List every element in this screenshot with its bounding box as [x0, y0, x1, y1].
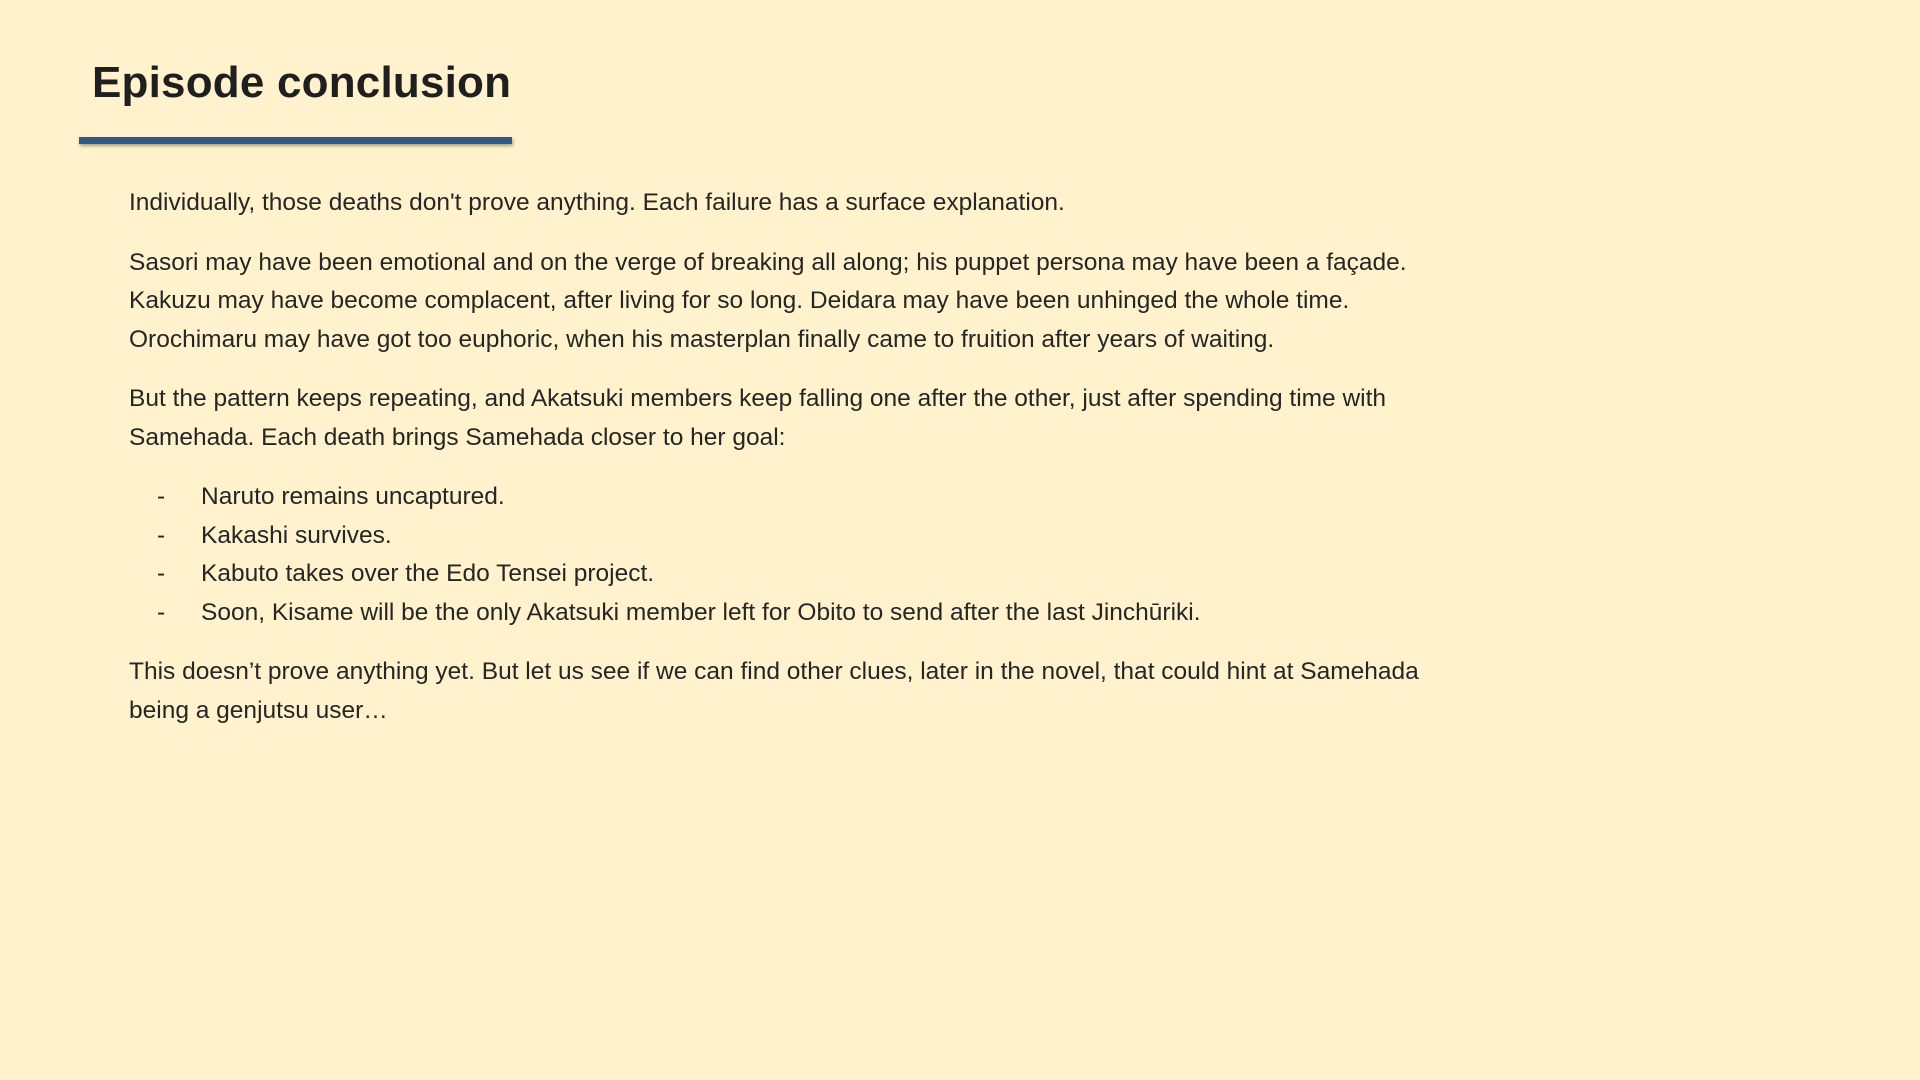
bullet-item [129, 555, 1529, 594]
slide-body [129, 184, 1529, 751]
bullet-dash: - [157, 521, 166, 549]
bullet-dash: - [157, 483, 166, 510]
bullet-dash: - [157, 598, 166, 626]
paragraph-line: Individually, those deaths don't prove anything. Each failure has a surface explanation. [129, 189, 1065, 216]
slide-title: Episode conclusion [92, 58, 512, 107]
bullet-item [129, 517, 1529, 556]
bullet-list [129, 478, 1529, 632]
bullet-text: Naruto remains uncaptured. [201, 483, 505, 510]
bullet-item [129, 594, 1529, 633]
paragraph-line: Orochimaru may have got too euphoric, when his masterplan finally came to fruition after years of waiting. [129, 325, 1275, 353]
paragraph-line: This doesn’t prove anything yet. But let us see if we can find other clues, later in the novel, that could hint at Samehada [129, 658, 1419, 685]
paragraph-intro [129, 184, 1529, 223]
bullet-text: Soon, Kisame will be the only Akatsuki member left for Obito to send after the last Jinchūriki. [201, 598, 1201, 626]
paragraph-explanations [129, 244, 1529, 360]
title-underline [79, 137, 512, 144]
paragraph-line: Sasori may have been emotional and on the verge of breaking all along; his puppet persona may have been a façade. [129, 248, 1407, 276]
bullet-dash: - [157, 560, 166, 587]
bullet-item [129, 478, 1529, 517]
paragraph-line: Kakuzu may have become complacent, after living for so long. Deidara may have been unhinged the whole time. [129, 287, 1350, 314]
paragraph-line: being a genjutsu user… [129, 696, 388, 724]
bullet-text: Kabuto takes over the Edo Tensei project. [201, 560, 655, 587]
paragraph-line: But the pattern keeps repeating, and Akatsuki members keep falling one after the other, just after spending time with [129, 385, 1387, 412]
paragraph-conclusion [129, 653, 1529, 730]
paragraph-pattern [129, 380, 1529, 457]
paragraph-line: Samehada. Each death brings Samehada closer to her goal: [129, 423, 786, 451]
bullet-text: Kakashi survives. [201, 521, 392, 549]
